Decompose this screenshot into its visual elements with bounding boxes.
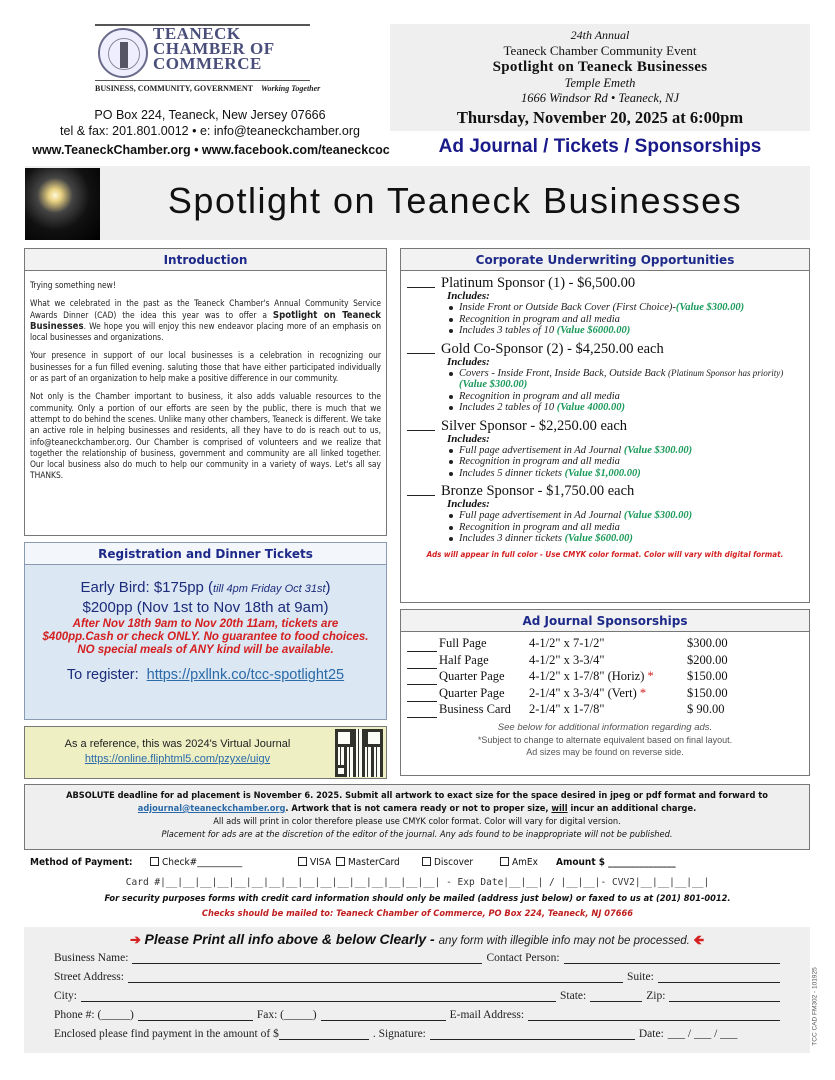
benefit-item [447,368,809,391]
sponsor-tier [401,275,809,337]
ad-size [529,668,687,685]
street-address-input[interactable] [128,971,623,983]
sponsor-select-blank[interactable] [407,287,435,288]
adjournal-email-link[interactable]: adjournal@teaneckchamber.org [137,803,286,814]
sponsor-benefits [447,445,809,480]
visa-label: VISA [310,857,331,868]
date-label: Date: [638,1028,664,1040]
benefit-value: (Value 4000.00) [556,402,625,413]
ad-size [529,701,687,718]
ad-note: Ad sizes may be found on reverse side. [526,747,684,757]
benefit-text: Includes 3 dinner tickets [459,533,565,544]
ad-select-blank[interactable] [407,652,437,669]
benefit-item [447,314,809,326]
ad-size [529,685,687,702]
includes-label: Includes: [447,290,490,302]
print-heading: Please Print all info above & below Clearly - [144,931,439,947]
ad-name: Business Card [439,702,511,716]
ad-price: $ 90.00 [687,702,725,716]
warning-line: After Nov 18th 9am to Nov 20th 11am, tickets are [72,618,339,630]
introduction-header: Introduction [25,249,386,271]
logo-name [153,26,275,71]
registration-section [24,542,387,720]
zip-input[interactable] [669,990,780,1002]
deadline-line: ABSOLUTE deadline for ad placement is November 6. 2025. Submit all artwork to exact size for the space desired in jpeg or pdf format and forward to [66,790,768,801]
deadline-text: . Artwork that is not camera ready or not to proper size, [285,803,552,814]
register-line [25,667,386,683]
includes-label: Includes: [447,355,490,368]
sponsor-benefits [447,510,809,545]
reference-link[interactable]: https://online.fliphtml5.com/pzyxe/uigv [84,753,271,765]
website-links[interactable]: www.TeaneckChamber.org • www.facebook.com/teaneckcoc [32,143,390,157]
sponsor-title: Platinum Sponsor (1) - $6,500.00 [441,275,636,291]
state-input[interactable] [590,990,642,1002]
benefit-note: (Platinum Sponsor has priority) [667,367,784,378]
checkbox-icon[interactable] [336,857,345,866]
logo-divider [95,80,310,81]
deadline-underlined: will [551,803,568,814]
color-note: Ads will appear in full color - Use CMYK color format. Color will vary with digital format. [426,549,784,559]
intro-paragraph: Your presence in support of our local businesses is a celebration in recognizing our businesses for a fun filled evening. saluting those that have either participated individually or as part of an organization to help make a positive difference in our community. [30,350,381,384]
arrow-left-icon: 🡸 [693,932,705,947]
payment-amount-input[interactable] [279,1028,369,1040]
qr-code-icon [335,729,383,777]
contact-person-label: Contact Person: [486,952,560,964]
ad-price: $300.00 [687,636,728,650]
form-row [54,947,784,964]
city-label: City: [54,990,78,1002]
benefit-value: (Value $300.00) [459,379,528,390]
ad-select-blank[interactable] [407,701,437,718]
ad-row [407,652,728,669]
reference-text: As a reference, this was 2024's Virtual Journal [64,738,291,750]
sponsor-benefits [447,302,809,337]
ad-name: Full Page [439,636,487,650]
event-venue: Temple Emeth [564,76,636,90]
form-row [54,1023,784,1040]
event-name: Spotlight on Teaneck Businesses [492,59,708,75]
early-bird-text: Early Bird: $175pp ( [80,579,214,596]
regular-price: $200pp (Nov 1st to Nov 18th at 9am) [82,599,329,616]
checkbox-icon[interactable] [150,857,159,866]
deadline-line: All ads will print in color therefore please use CMYK color format. Color will vary for digital version. [213,816,621,827]
payment-amount-label: Enclosed please find payment in the amount of $ [54,1028,279,1040]
tagline-italic: Working Together [260,84,321,93]
email-label: E-mail Address: [449,1009,525,1021]
logo-tagline [95,84,320,93]
benefit-text: Includes 5 dinner tickets [459,467,565,479]
ad-size-text: 2-1/4" x 1-7/8" [529,702,605,716]
benefit-value: (Value $300.00) [623,510,693,521]
early-bird-deadline: till 4pm Friday Oct 31st [213,583,326,595]
checks-mailing-note: Checks should be mailed to: Teaneck Chamber of Commerce, PO Box 224, Teaneck, NJ 07666 [201,908,634,919]
benefit-item [447,533,809,545]
fax-label: Fax: (_____) [256,1009,317,1021]
benefit-text: Covers - Inside Front, Inside Back, Outside Back [459,367,668,379]
payment-label: Method of Payment: [30,857,133,868]
phone-email: tel & fax: 201.801.0012 • e: info@teaneckchamber.org [60,124,360,138]
form-row [54,966,784,983]
late-warning [25,618,386,657]
ad-size-text: 4-1/2" x 7-1/2" [529,636,605,650]
checkbox-icon[interactable] [500,857,509,866]
registration-header: Registration and Dinner Tickets [25,543,386,565]
print-note: any form with illegible info may not be processed. [438,935,690,947]
event-subheading: Ad Journal / Tickets / Sponsorships [438,136,762,157]
intro-text: . We hope you will enjoy this new endeavor placing more of an emphasis on local businesses and organizations. [30,320,381,343]
checkbox-icon[interactable] [298,857,307,866]
register-link[interactable]: https://pxllnk.co/tcc-spotlight25 [146,667,345,683]
signature-label: . Signature: [372,1028,426,1040]
deadline-notice [24,784,810,850]
banner-title: Spotlight on Teaneck Businesses [167,180,743,221]
sponsor-select-blank[interactable] [407,495,435,496]
signature-input[interactable] [430,1028,635,1040]
ad-size-table [407,635,728,718]
ad-price: $150.00 [687,669,728,683]
ad-asterisk: * [647,669,654,683]
benefit-item [447,302,809,314]
ad-notes [401,722,809,758]
form-row [54,985,784,1002]
benefit-value: (Value $300.00) [675,302,745,313]
ad-name: Quarter Page [439,669,505,683]
event-datetime: Thursday, November 20, 2025 at 6:00pm [456,108,744,127]
reference-section [24,726,387,779]
warning-line: NO special meals of ANY kind will be available. [77,644,334,656]
ad-name: Quarter Page [439,685,505,700]
ad-note: See below for additional information regarding ads. [497,722,713,733]
ad-row [407,668,728,685]
ad-size-text: 4-1/2" x 3-3/4" [529,652,605,667]
ad-size [529,635,687,652]
logo-line-1: TEANECK [153,24,241,43]
benefit-item [447,391,809,403]
ad-row [407,685,728,702]
ad-select-blank[interactable] [407,635,437,652]
sponsor-title: Gold Co-Sponsor (2) - $4,250.00 each [441,340,664,357]
benefit-item [447,510,809,522]
benefit-item [447,456,809,468]
includes-label: Includes: [447,498,490,510]
intro-text: What we celebrated in the past as the Teaneck Chamber's Annual Community Service Awards Dinner (CAD) the idea this year was to offer a [30,298,381,320]
benefit-text: Includes 2 tables of 10 [459,402,557,413]
logo-line-3: COMMERCE [153,54,262,73]
fax-input[interactable] [321,1009,446,1021]
benefit-item [447,468,809,480]
phone-input[interactable] [138,1009,253,1021]
ad-price: $200.00 [687,652,728,667]
logo-line-2: CHAMBER OF [153,39,275,58]
benefit-text: Recognition in program and all media [459,313,620,325]
intro-paragraph: Not only is the Chamber important to business, it also adds valuable resources to the community. Only a portion of our efforts are seen by the public, there is much that we attempt to do behind the scenes. Unlike many other chambers, Teaneck is different. We take an active role in helping businesses and residents, all they have to do is reach out to us, info@teaneckchamber.org. Our Chamber is comprised of volunteers and we realize that together the relationship of business, government and community are all linked together. Our local business also do much to help our community in a variety of ways. Let's all say THANKS. [30,391,381,481]
sponsor-tier [401,341,809,414]
deadline-text: incur an additional charge. [567,803,697,814]
event-annual: 24th Annual [570,28,630,42]
ad-asterisk: * [639,685,647,700]
security-note: For security purposes forms with credit card information should only be mailed (address just below) or faxed to us at (201) 801-0012. [104,893,731,904]
sponsor-title: Silver Sponsor - $2,250.00 each [441,417,628,434]
suite-input[interactable] [658,971,780,983]
card-number-field[interactable]: Card #|__|__|__|__|__|__|__|__|__|__|__|__|__|__|__|__| - Exp Date|__|__| / |__|__|- CVV2|__|__|__|__| [125,877,710,888]
mastercard-option[interactable] [336,857,400,868]
ad-name: Half Page [439,652,489,667]
benefit-value: (Value $6000.00) [556,325,631,336]
deadline-line: Placement for ads are at the discretion of the editor of the journal. Any ads found to be inappropriate will not be published. [161,829,673,840]
suite-label: Suite: [626,971,654,983]
benefit-value: (Value $600.00) [564,533,633,544]
introduction-section [24,248,387,536]
ad-note: *Subject to change to alternate equivalent based on final layout. [477,735,733,745]
mastercard-label: MasterCard [348,857,400,868]
benefit-item [447,522,809,534]
form-code [808,965,822,1055]
ad-row [407,701,728,718]
mailing-address: PO Box 224, Teaneck, New Jersey 07666 [94,108,326,122]
benefit-item [447,402,809,414]
amex-option[interactable] [500,857,538,868]
sponsor-tier [401,418,809,480]
intro-bold-text: Spotlight on Teaneck Businesses [30,309,381,332]
corporate-header: Corporate Underwriting Opportunities [401,249,809,271]
intro-paragraph: Trying something new! [30,280,116,290]
warning-line: $400pp.Cash or check ONLY. No guarantee to food choices. [42,631,369,643]
visa-option[interactable] [298,857,331,868]
event-details [390,24,810,131]
benefit-text: Full page advertisement in Ad Journal [459,444,624,456]
early-bird-price [25,579,386,596]
business-name-input[interactable] [132,952,482,964]
zip-label: Zip: [646,990,666,1002]
sponsor-select-blank[interactable] [407,353,435,354]
benefit-item [447,325,809,337]
ad-select-blank[interactable] [407,668,437,685]
contact-person-input[interactable] [564,952,780,964]
ad-row [407,635,728,652]
benefit-value: (Value $300.00) [623,444,693,456]
sponsor-benefits [447,368,809,414]
benefit-text: Full page advertisement in Ad Journal [459,510,624,521]
discover-label: Discover [434,857,474,868]
event-address: 1666 Windsor Rd • Teaneck, NJ [520,91,680,105]
register-label: To register: [66,667,139,683]
early-bird-close: ) [325,579,331,596]
includes-label: Includes: [447,432,490,445]
benefit-text: Recognition in program and all media [459,456,620,467]
benefit-item [447,445,809,457]
amex-label: AmEx [512,857,538,868]
checkbox-icon[interactable] [422,857,431,866]
business-name-label: Business Name: [54,952,129,964]
form-code-text: TCC CAD FM302 - 101925 [811,967,819,1046]
city-input[interactable] [81,990,556,1002]
tagline-text: BUSINESS, COMMUNITY, GOVERNMENT [95,84,253,93]
ad-size [529,652,687,669]
sponsor-title: Bronze Sponsor - $1,750.00 each [441,483,635,499]
spotlight-image [25,168,100,240]
sponsor-select-blank[interactable] [407,430,435,431]
sponsor-tier [401,483,809,545]
amount-field[interactable]: Amount $ _______________ [556,857,676,868]
arrow-right-icon: ➔ [129,932,141,947]
date-input[interactable]: ___ / ___ / ___ [667,1028,738,1040]
state-label: State: [560,990,587,1002]
chamber-logo [95,24,321,94]
event-series: Teaneck Chamber Community Event [503,43,697,58]
ad-size-text: 4-1/2" x 1-7/8" (Horiz) [529,669,648,683]
benefit-value: (Value $1,000.00) [564,467,641,479]
intro-paragraph [30,298,381,343]
windmill-seal-icon [98,28,148,78]
ad-journal-header: Ad Journal Sponsorships [401,610,809,632]
form-row [54,1004,784,1021]
payment-method-row [30,857,810,873]
ad-select-blank[interactable] [407,685,437,702]
check-option[interactable] [150,857,242,868]
ad-journal-section [400,609,810,776]
benefit-text: Recognition in program and all media [459,521,620,533]
phone-label: Phone #: (_____) [54,1009,134,1021]
ad-size-text: 2-1/4" x 3-3/4" (Vert) [529,685,640,700]
corporate-underwriting-section [400,248,810,603]
street-address-label: Street Address: [54,971,124,983]
benefit-text: Recognition in program and all media [459,390,620,402]
ad-price: $150.00 [687,685,728,700]
deadline-line [25,802,809,815]
check-label: Check#__________ [162,857,243,868]
benefit-text: Inside Front or Outside Back Cover (First Choice)- [459,302,676,313]
discover-option[interactable] [422,857,473,868]
email-input[interactable] [528,1009,780,1021]
benefit-text: Includes 3 tables of 10 [459,325,557,336]
